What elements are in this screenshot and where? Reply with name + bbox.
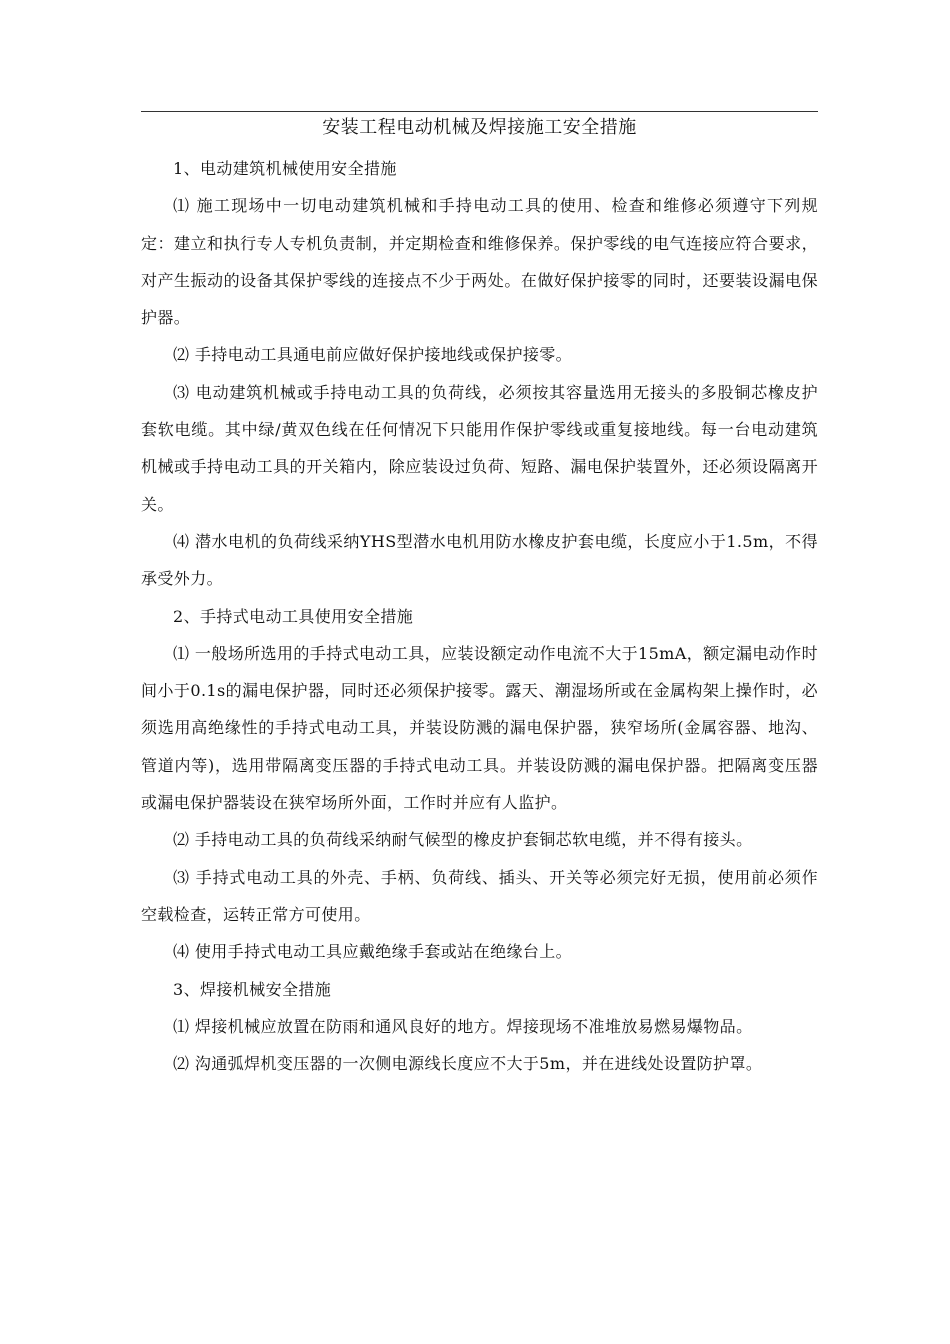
paragraph-1-1: ⑴ 施工现场中一切电动建筑机械和手持电动工具的使用、检查和维修必须遵守下列规定：建立和执行专人专机负责制，并定期检查和维修保养。保护零线的电气连接应符合要求，对产生振动的设备其保护零线的连接点不少于两处。在做好保护接零的同时，还要装设漏电保护器。 <box>141 196 818 328</box>
paragraph-2-3: ⑶ 手持式电动工具的外壳、手柄、负荷线、插头、开关等必须完好无损，使用前必须作空载检查，运转正常方可使用。 <box>141 867 818 924</box>
document-body <box>141 150 818 1082</box>
paragraph-2-1: ⑴ 一般场所选用的手持式电动工具，应装设额定动作电流不大于15mA，额定漏电动作时间小于0.1s的漏电保护器，同时还必须保护接零。露天、潮湿场所或在金属构架上操作时，必须选用高绝缘性的手持式电动工具，并装设防溅的漏电保护器，狭窄场所(金属容器、地沟、管道内等)，选用带隔离变压器的手持式电动工具。并装设防溅的漏电保护器。把隔离变压器或漏电保护器装设在狭窄场所外面，工作时并应有人监护。 <box>141 643 818 813</box>
section-heading-1: 1、电动建筑机械使用安全措施 <box>173 159 397 178</box>
paragraph-1-2: ⑵ 手持电动工具通电前应做好保护接地线或保护接零。 <box>173 345 573 365</box>
paragraph-3-2: ⑵ 沟通弧焊机变压器的一次侧电源线长度应不大于5m，并在进线处设置防护罩。 <box>173 1054 763 1074</box>
section-heading-3: 3、焊接机械安全措施 <box>173 979 332 999</box>
paragraph-3-1: ⑴ 焊接机械应放置在防雨和通风良好的地方。焊接现场不准堆放易燃易爆物品。 <box>173 1016 753 1036</box>
header-rule <box>141 111 818 112</box>
paragraph-2-4: ⑷ 使用手持式电动工具应戴绝缘手套或站在绝缘台上。 <box>173 942 573 962</box>
document-title: 安装工程电动机械及焊接施工安全措施 <box>322 117 637 138</box>
paragraph-1-4: ⑷ 潜水电机的负荷线采纳YHS型潜水电机用防水橡皮护套电缆，长度应小于1.5m，不得承受外力。 <box>141 531 818 589</box>
section-heading-2: 2、手持式电动工具使用安全措施 <box>173 606 414 626</box>
paragraph-1-3: ⑶ 电动建筑机械或手持电动工具的负荷线，必须按其容量选用无接头的多股铜芯橡皮护套软电缆。其中绿/黄双色线在任何情况下只能用作保护零线或重复接地线。每一台电动建筑机械或手持电动工具的开关箱内，除应装设过负荷、短路、漏电保护装置外，还必须设隔离开关。 <box>141 382 818 514</box>
paragraph-2-2: ⑵ 手持电动工具的负荷线采纳耐气候型的橡皮护套铜芯软电缆，并不得有接头。 <box>173 830 753 850</box>
